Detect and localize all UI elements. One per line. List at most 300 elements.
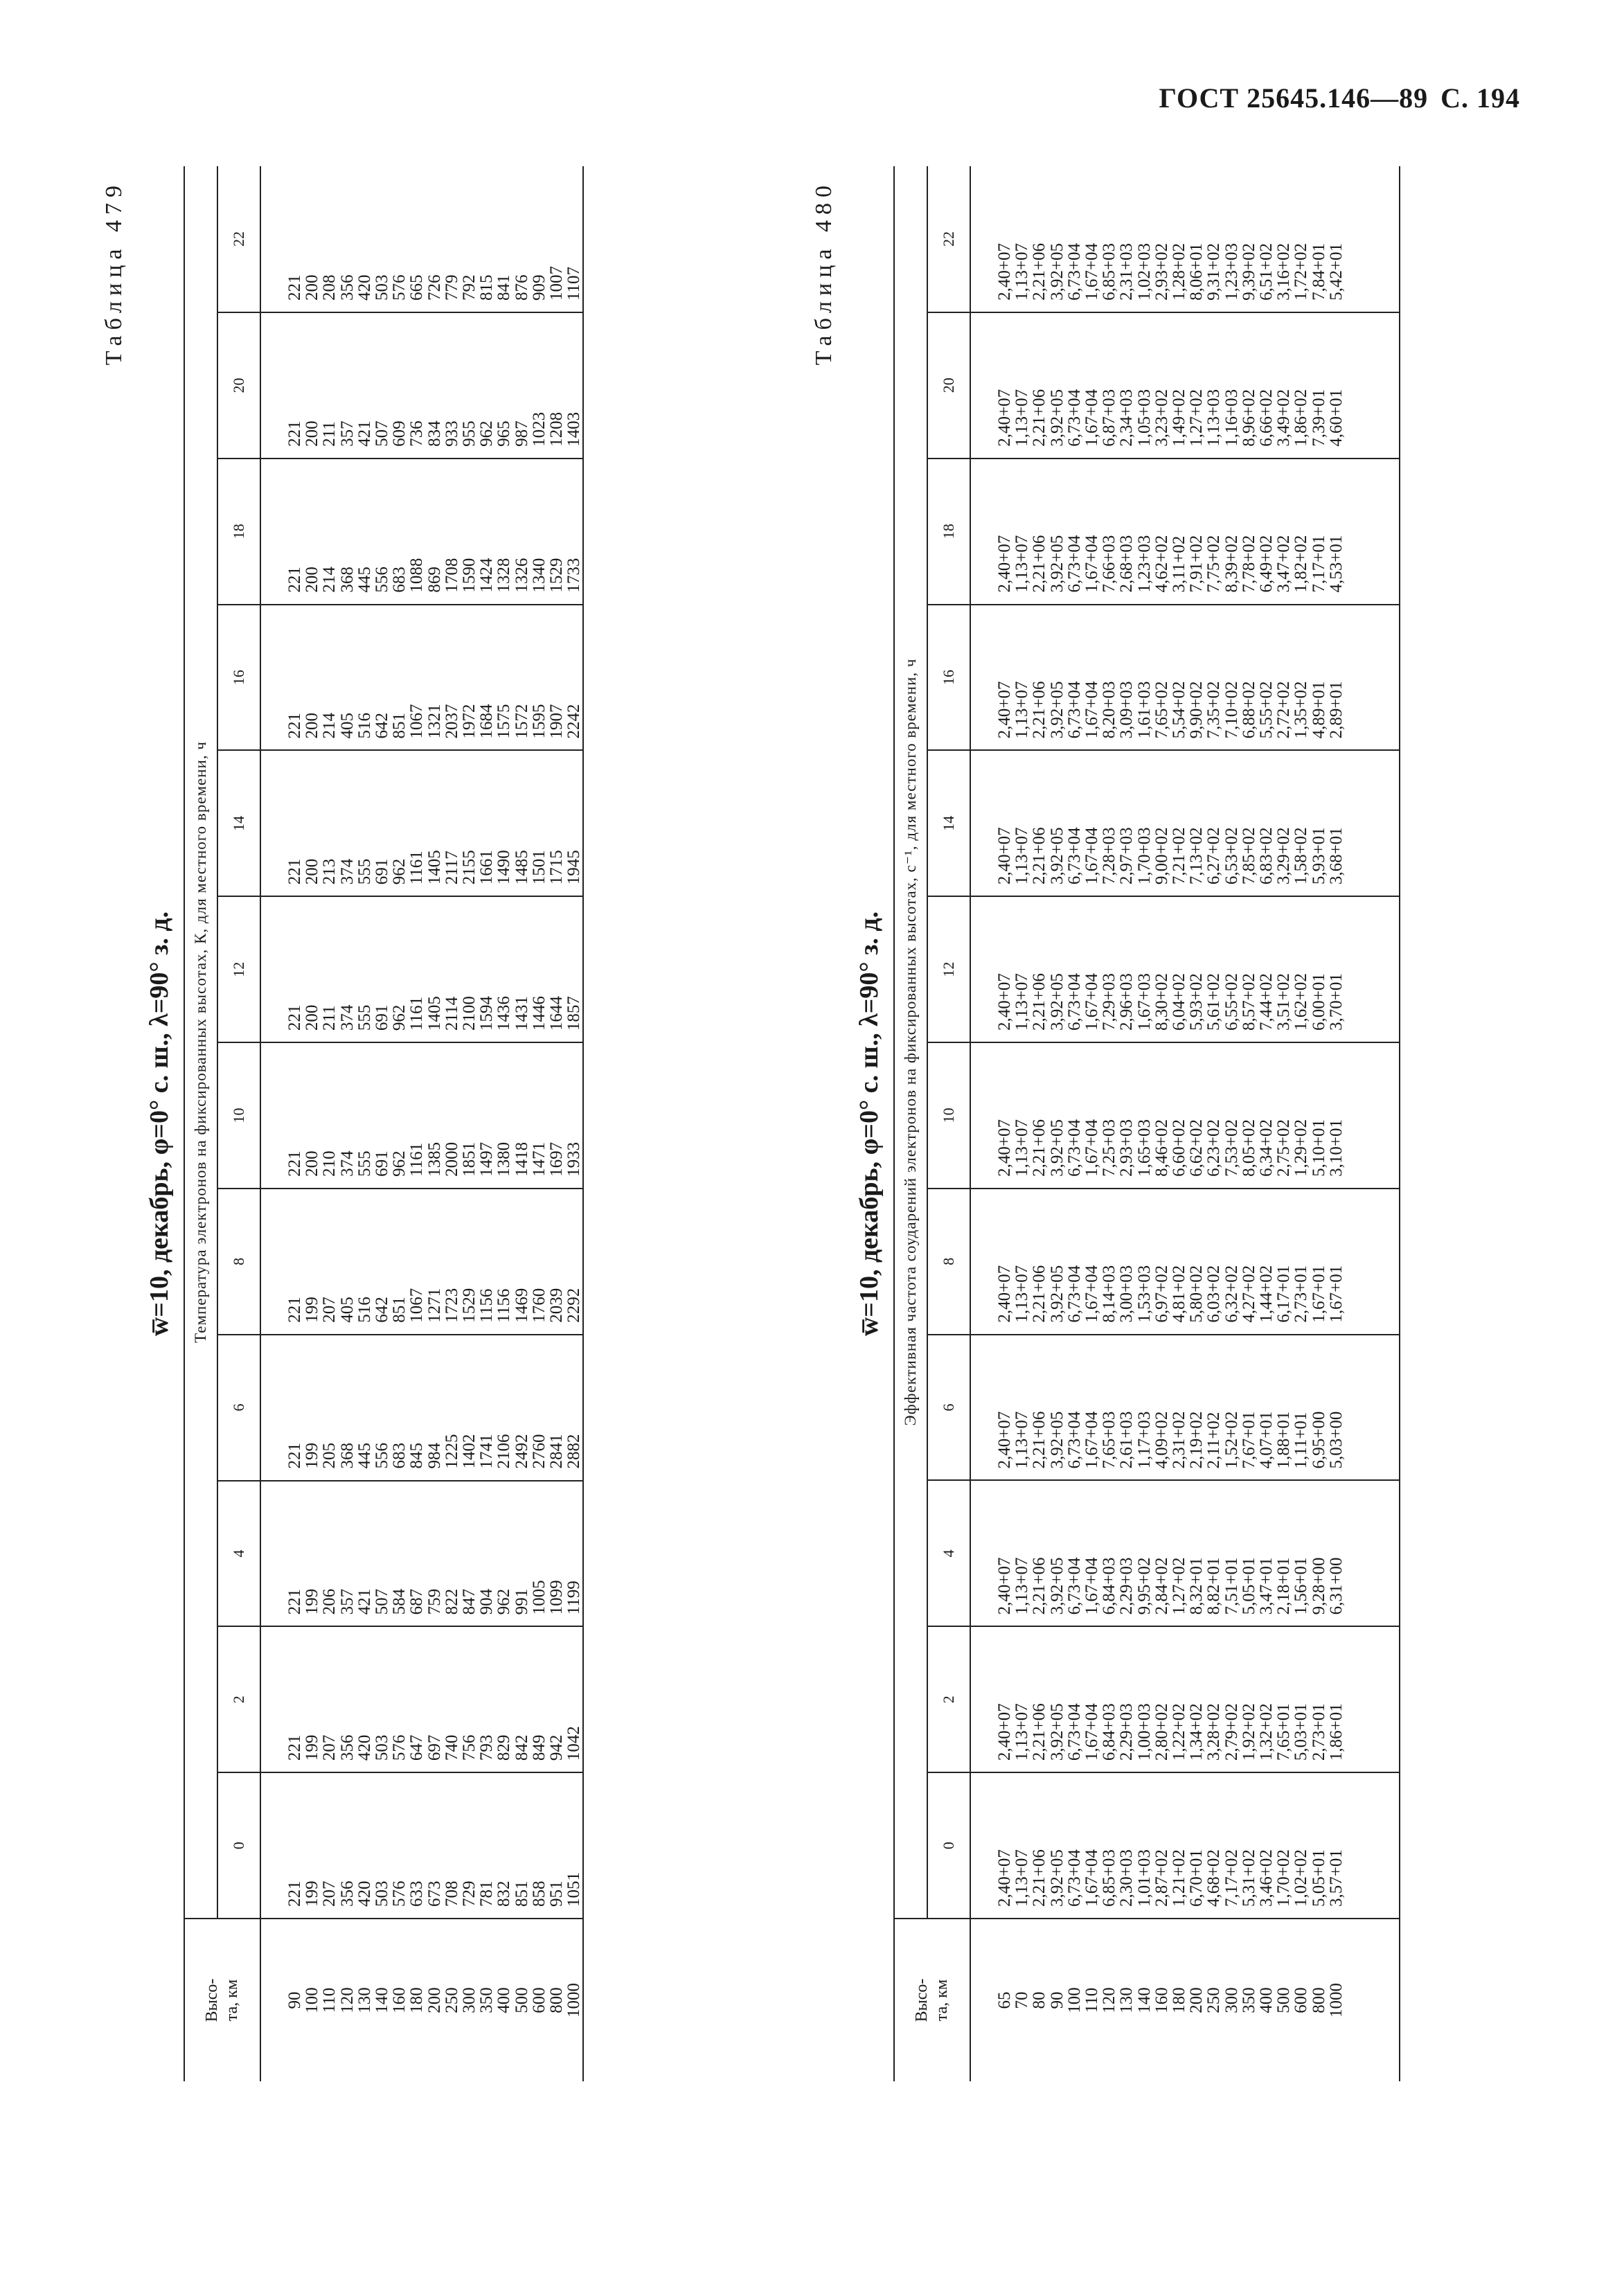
column-header: 8 [217,1189,260,1335]
table-cell: 1,67+04 [1082,1849,1102,1907]
table-cell: 779 [442,274,461,301]
table-cell: 1723 [442,1288,461,1323]
value-column [260,1335,583,1481]
table-cell: 2,21+06 [1030,1265,1049,1323]
table-cell: 1321 [425,704,444,739]
table-cell: 2,73+01 [1309,1703,1328,1761]
table-cell: 2760 [529,1434,548,1469]
table-cell: 2,40+07 [995,973,1014,1031]
table-cell: 221 [285,1443,304,1469]
table-cell: 6,88+02 [1239,681,1258,739]
table-cell: 708 [442,1880,461,1907]
column-header-row [927,166,970,2081]
table-cell: 1,02+03 [1134,243,1154,301]
table-cell: 5,93+01 [1309,827,1328,885]
table-cell: 1,70+03 [1134,827,1154,885]
table-cell: 851 [512,1880,531,1907]
table-cell: 2117 [442,851,461,885]
table-cell: 841 [494,274,514,301]
table-cell: 849 [529,1734,548,1761]
table-cell: 9,39+02 [1239,243,1258,301]
table-cell: 221 [285,420,304,447]
table-cell: 7,53+02 [1222,1119,1241,1177]
table-cell: 1385 [425,1141,444,1177]
table-label: Таблица 480 [811,180,837,366]
table-cell: 3,92+05 [1047,973,1067,1031]
table-cell: 7,85+02 [1239,827,1258,885]
table-cell: 6,51+02 [1257,243,1276,301]
altitude-value: 90 [285,1991,304,2009]
altitude-value: 140 [373,1987,392,2013]
table-cell: 556 [373,1443,392,1469]
table-cell: 199 [303,1443,322,1469]
table-cell: 516 [355,1297,374,1323]
table-cell: 2,21+06 [1030,827,1049,885]
table-cell: 1,00+03 [1134,1703,1154,1761]
table-cell: 8,82+01 [1204,1557,1224,1615]
table-cell: 6,62+02 [1187,1119,1206,1177]
table-cell: 691 [373,1150,392,1177]
value-column [970,166,1400,312]
table-cell: 1051 [564,1871,584,1907]
table-cell: 1,70+02 [1274,1849,1294,1907]
table-cell: 7,13+02 [1187,827,1206,885]
table-cell: 1340 [529,558,548,593]
table-cell: 199 [303,1880,322,1907]
table-cell: 1328 [494,558,514,593]
table-cell: 5,42+01 [1326,243,1346,301]
table-cell: 405 [337,712,357,739]
table-cell: 673 [425,1880,444,1907]
data-table [893,166,1400,2081]
table-cell: 1,52+02 [1222,1411,1241,1469]
table-cell: 5,31+02 [1239,1849,1258,1907]
table-cell: 555 [355,858,374,885]
table-cell: 2,21+06 [1030,1119,1049,1177]
table-cell: 3,92+05 [1047,1703,1067,1761]
table-cell: 6,97+02 [1152,1265,1171,1323]
table-cell: 1,67+04 [1082,681,1102,739]
table-cell: 1107 [564,266,584,301]
table-cell: 1,13+03 [1204,389,1224,447]
value-column [970,1042,1400,1189]
table-cell: 1,88+01 [1274,1411,1294,1469]
table-cell: 1418 [512,1141,531,1177]
table-cell: 6,27+02 [1204,827,1224,885]
table-cell: 781 [477,1880,497,1907]
table-cell: 1,67+04 [1082,243,1102,301]
table-cell: 4,09+02 [1152,1411,1171,1469]
table-cell: 1,13+07 [1012,681,1032,739]
column-header: 22 [217,166,260,312]
table-cell: 7,29+03 [1100,973,1119,1031]
group-header: Температура электронов на фиксированных высотах, К, для местного времени, ч [184,166,217,1919]
table-cell: 736 [407,420,427,447]
table-cell: 2,80+02 [1152,1703,1171,1761]
table-label: Таблица 479 [101,180,127,366]
table-cell: 697 [425,1734,444,1761]
altitude-value: 180 [1170,1987,1189,2013]
value-column [970,312,1400,459]
table-cell: 1156 [494,1288,514,1323]
table-cell: 2,40+07 [995,681,1014,739]
table-cell: 845 [407,1443,427,1469]
table-title: w̅=10, декабрь, φ=0° с. ш., λ=90° з. д. [855,911,884,1337]
table-cell: 6,04+02 [1170,973,1189,1031]
table-cell: 1,72+02 [1292,243,1311,301]
table-cell: 2,21+06 [1030,973,1049,1031]
column-header: 6 [217,1335,260,1481]
table-cell: 200 [303,858,322,885]
column-header: 16 [927,605,970,751]
table-cell: 5,03+00 [1326,1411,1346,1469]
altitude-value: 110 [1082,1987,1102,2013]
table-cell: 6,53+02 [1222,827,1241,885]
table-cell: 965 [494,420,514,447]
table-cell: 2,21+06 [1030,389,1049,447]
table-cell: 3,70+01 [1326,973,1346,1031]
table-cell: 6,32+02 [1222,1265,1241,1323]
table-cell: 1042 [564,1726,584,1761]
table-cell: 1,01+03 [1134,1849,1154,1907]
table-cell: 3,16+02 [1274,243,1294,301]
table-cell: 609 [390,420,409,447]
table-cell: 6,55+02 [1222,973,1241,1031]
table-cell: 2,40+07 [995,1849,1014,1907]
table-cell: 4,68+02 [1204,1849,1224,1907]
table-cell: 691 [373,858,392,885]
table-cell: 2,21+06 [1030,243,1049,301]
value-column [970,1335,1400,1481]
table-cell: 1161 [407,851,427,885]
table-cell: 8,46+02 [1152,1119,1171,1177]
table-cell: 1715 [547,850,566,885]
table-cell: 2,93+02 [1152,243,1171,301]
table-cell: 2882 [564,1434,584,1469]
value-column [970,1626,1400,1772]
value-column [260,459,583,605]
value-column [260,166,583,312]
table-cell: 2,68+03 [1117,535,1136,593]
table-cell: 1,53+03 [1134,1265,1154,1323]
value-column [260,605,583,751]
table-cell: 869 [425,567,444,593]
value-column [970,1772,1400,1919]
table-cell: 555 [355,1150,374,1177]
column-header: 2 [217,1626,260,1772]
table-cell: 4,27+02 [1239,1265,1258,1323]
table-cell: 213 [320,858,339,885]
table-cell: 2,40+07 [995,389,1014,447]
table-cell: 1,35+02 [1292,681,1311,739]
altitude-value: 300 [460,1987,479,2013]
table-cell: 3,92+05 [1047,535,1067,593]
table-cell: 691 [373,1004,392,1031]
table-cell: 2,21+06 [1030,681,1049,739]
table-cell: 221 [285,567,304,593]
table-cell: 1,28+02 [1170,243,1189,301]
table-cell: 2039 [547,1288,566,1323]
table-cell: 3,47+01 [1257,1557,1276,1615]
table-cell: 1497 [477,1141,497,1177]
table-cell: 1972 [460,704,479,739]
table-cell: 729 [460,1880,479,1907]
table-cell: 1,67+04 [1082,973,1102,1031]
table-cell: 516 [355,712,374,739]
table-cell: 3,92+05 [1047,681,1067,739]
table-cell: 1156 [477,1288,497,1323]
table-cell: 368 [337,567,357,593]
table-cell: 576 [390,274,409,301]
table-cell: 1485 [512,850,531,885]
table-cell: 876 [512,274,531,301]
table-cell: 3,92+05 [1047,1849,1067,1907]
table-cell: 221 [285,1150,304,1177]
altitude-value: 110 [320,1987,339,2013]
table-cell: 1199 [564,1581,584,1615]
table-cell: 207 [320,1734,339,1761]
table-cell: 7,51+01 [1222,1557,1241,1615]
table-cell: 211 [320,1005,339,1031]
table-cell: 6,87+03 [1100,389,1119,447]
table-cell: 2,87+02 [1152,1849,1171,1907]
table-cell: 1933 [564,1141,584,1177]
table-cell: 356 [337,1734,357,1761]
table-cell: 832 [494,1880,514,1907]
altitude-value: 180 [407,1987,427,2013]
column-header: 20 [217,312,260,459]
table-cell: 1,62+02 [1292,973,1311,1031]
table-cell: 420 [355,1880,374,1907]
table-cell: 904 [477,1588,497,1615]
table-480 [803,166,1400,2081]
table-cell: 6,83+02 [1257,827,1276,885]
table-cell: 1,13+07 [1012,827,1032,885]
table-cell: 576 [390,1880,409,1907]
table-cell: 1,86+02 [1292,389,1311,447]
column-header: 12 [217,896,260,1042]
table-cell: 3,46+02 [1257,1849,1276,1907]
table-cell: 7,65+03 [1100,1411,1119,1469]
table-cell: 726 [425,274,444,301]
table-body [260,166,583,2081]
table-cell: 211 [320,421,339,447]
table-cell: 1,82+02 [1292,535,1311,593]
table-cell: 1405 [425,996,444,1031]
table-cell: 3,10+01 [1326,1119,1346,1177]
altitude-value: 600 [529,1987,548,2013]
table-cell: 2100 [460,996,479,1031]
altitude-value: 600 [1292,1987,1311,2013]
table-cell: 2,97+03 [1117,827,1136,885]
table-cell: 8,06+01 [1187,243,1206,301]
table-cell: 4,60+01 [1326,389,1346,447]
table-cell: 3,92+05 [1047,827,1067,885]
table-cell: 3,00+03 [1117,1265,1136,1323]
table-cell: 7,39+01 [1309,389,1328,447]
value-column [970,1480,1400,1626]
table-cell: 1,02+02 [1292,1849,1311,1907]
table-cell: 405 [337,1297,357,1323]
table-cell: 2,72+02 [1274,681,1294,739]
table-cell: 5,05+01 [1239,1557,1258,1615]
altitude-value: 250 [442,1987,461,2013]
table-cell: 1,67+04 [1082,1265,1102,1323]
table-cell: 847 [460,1588,479,1615]
table-cell: 6,17+01 [1274,1265,1294,1323]
table-cell: 2,84+02 [1152,1557,1171,1615]
altitude-value: 200 [425,1987,444,2013]
value-column [970,605,1400,751]
table-cell: 555 [355,1004,374,1031]
table-cell: 1,44+02 [1257,1265,1276,1323]
column-header: 18 [927,459,970,605]
table-cell: 503 [373,1734,392,1761]
value-column [970,896,1400,1042]
table-cell: 507 [373,420,392,447]
table-cell: 984 [425,1443,444,1469]
table-cell: 1403 [564,411,584,447]
table-cell: 6,00+01 [1309,973,1328,1031]
table-cell: 2,93+03 [1117,1119,1136,1177]
table-cell: 642 [373,1297,392,1323]
column-header: 6 [927,1335,970,1481]
column-header-row [217,166,260,2081]
table-cell: 1945 [564,850,584,885]
table-cell: 1,58+02 [1292,827,1311,885]
table-cell: 5,55+02 [1257,681,1276,739]
table-cell: 6,49+02 [1257,535,1276,593]
value-column [260,1481,583,1627]
standard-number: ГОСТ 25645.146—89 [1159,82,1429,114]
table-cell: 1595 [529,704,548,739]
column-header: 12 [927,896,970,1042]
table-cell: 4,07+01 [1257,1411,1276,1469]
value-column [970,1189,1400,1335]
table-cell: 647 [407,1734,427,1761]
altitude-value: 130 [355,1987,374,2013]
table-cell: 7,65+02 [1152,681,1171,739]
table-cell: 7,28+03 [1100,827,1119,885]
altitude-value: 300 [1222,1987,1241,2013]
table-cell: 1,92+02 [1239,1703,1258,1761]
table-cell: 8,39+02 [1222,535,1241,593]
table-cell: 1436 [494,996,514,1031]
altitude-value: 800 [547,1987,566,2013]
altitude-value: 140 [1134,1987,1154,2013]
altitude-value: 80 [1030,1991,1049,2009]
table-cell: 2492 [512,1434,531,1469]
table-cell: 642 [373,712,392,739]
table-cell: 2,30+03 [1117,1849,1136,1907]
table-cell: 2,21+06 [1030,535,1049,593]
table-cell: 421 [355,1588,374,1615]
table-cell: 1,67+04 [1082,1703,1102,1761]
table-cell: 221 [285,1734,304,1761]
table-cell: 1,13+07 [1012,1411,1032,1469]
table-cell: 2,40+07 [995,535,1014,593]
table-cell: 2,40+07 [995,1411,1014,1469]
table-cell: 7,17+02 [1222,1849,1241,1907]
table-cell: 6,84+03 [1100,1703,1119,1761]
table-cell: 1,16+03 [1222,389,1241,447]
altitude-value: 1000 [1326,1982,1346,2018]
table-cell: 221 [285,858,304,885]
table-cell: 1,13+07 [1012,1265,1032,1323]
table-cell: 3,92+05 [1047,243,1067,301]
table-cell: 2,75+02 [1274,1119,1294,1177]
table-cell: 1741 [477,1434,497,1469]
table-cell: 6,73+04 [1064,1265,1084,1323]
table-cell: 1,67+01 [1326,1265,1346,1323]
table-cell: 5,54+02 [1170,681,1189,739]
table-cell: 2,40+07 [995,827,1014,885]
value-column [970,750,1400,896]
table-cell: 2,11+02 [1204,1412,1224,1469]
table-cell: 200 [303,420,322,447]
table-cell: 221 [285,1004,304,1031]
table-cell: 3,49+02 [1274,389,1294,447]
table-cell: 1590 [460,558,479,593]
table-cell: 6,73+04 [1064,681,1084,739]
table-cell: 6,95+00 [1309,1411,1328,1469]
altitude-value: 1000 [564,1982,584,2018]
value-column [260,1189,583,1335]
table-cell: 1594 [477,996,497,1031]
table-cell: 214 [320,712,339,739]
table-cell: 221 [285,1880,304,1907]
table-cell: 374 [337,1150,357,1177]
table-cell: 2,79+02 [1222,1703,1241,1761]
table-cell: 8,57+02 [1239,973,1258,1031]
table-cell: 962 [390,1150,409,1177]
table-cell: 1007 [547,266,566,301]
table-cell: 842 [512,1734,531,1761]
value-column [260,1042,583,1189]
table-cell: 1,13+07 [1012,973,1032,1031]
table-cell: 507 [373,1588,392,1615]
table-cell: 834 [425,420,444,447]
altitude-header: Высо- та, км [184,1919,260,2081]
table-cell: 1490 [494,850,514,885]
altitude-value: 500 [512,1987,531,2013]
table-cell: 205 [320,1443,339,1469]
table-cell: 1644 [547,996,566,1031]
table-cell: 1225 [442,1434,461,1469]
table-cell: 1,32+02 [1257,1703,1276,1761]
table-cell: 6,60+02 [1170,1119,1189,1177]
table-cell: 1431 [512,996,531,1031]
group-header: Эффективная частота соударений электронов на фиксированных высотах, с⁻¹, для местного времени, ч [894,166,927,1919]
table-cell: 421 [355,420,374,447]
altitude-value: 200 [1187,1987,1206,2013]
table-cell: 5,10+01 [1309,1119,1328,1177]
table-cell: 7,25+03 [1100,1119,1119,1177]
table-cell: 1572 [512,704,531,739]
table-cell: 3,28+02 [1204,1703,1224,1761]
table-cell: 3,92+05 [1047,1265,1067,1323]
table-cell: 987 [512,420,531,447]
table-cell: 665 [407,274,427,301]
table-cell: 1,13+07 [1012,389,1032,447]
table-cell: 2,61+03 [1117,1411,1136,1469]
table-cell: 200 [303,1004,322,1031]
table-cell: 1,22+02 [1170,1703,1189,1761]
table-cell: 1857 [564,996,584,1031]
table-cell: 1005 [529,1580,548,1615]
table-cell: 1469 [512,1288,531,1323]
table-cell: 687 [407,1588,427,1615]
